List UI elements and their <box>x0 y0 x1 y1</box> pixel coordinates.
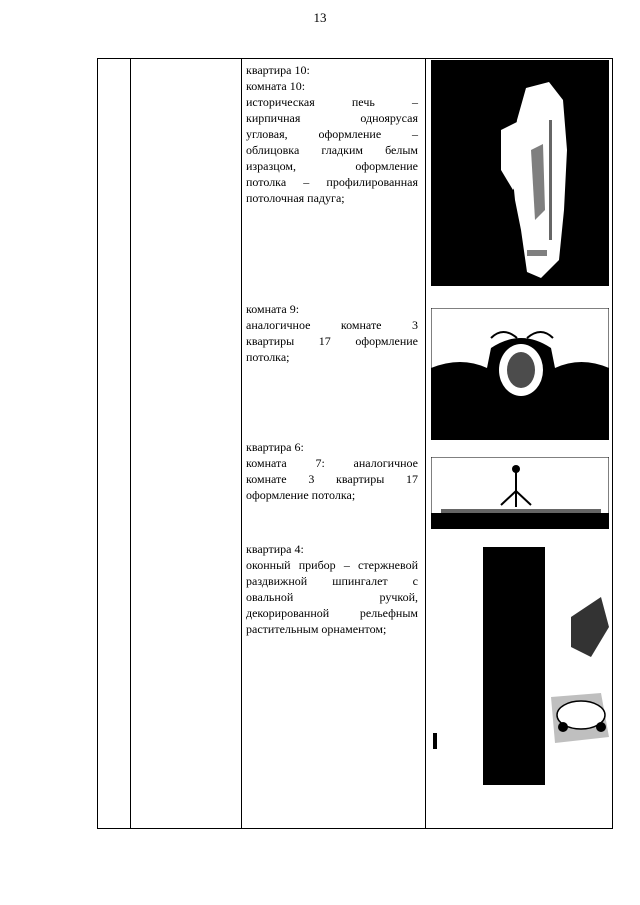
photo-chandelier <box>431 457 609 529</box>
entry-line: оформление потолка; <box>246 488 356 502</box>
entry-line: потолочная падуга; <box>246 191 345 205</box>
entry-line: угловая, оформление – <box>246 127 418 141</box>
entry-line: раздвижной шпингалет с <box>246 574 418 588</box>
page-number: 13 <box>313 10 327 25</box>
entry-line: декорированной рельефным <box>246 606 418 620</box>
entry-line: комната 10: <box>246 79 306 93</box>
column-divider <box>130 59 131 828</box>
entry-apartment-4 <box>246 541 418 637</box>
entry-line: комнате 3 квартиры 17 <box>246 472 418 486</box>
entry-line: потолка; <box>246 350 290 364</box>
entry-line: историческая печь – <box>246 95 418 109</box>
entry-line: комната 7: аналогичное <box>246 456 418 470</box>
entry-room-9 <box>246 301 418 365</box>
entry-line: потолка – профилированная <box>246 175 418 189</box>
entry-line: оконный прибор – стержневой <box>246 558 418 572</box>
column-divider <box>425 59 426 828</box>
photo-window-latch <box>431 547 609 785</box>
photo-ceiling <box>431 308 609 440</box>
description-table <box>97 58 613 829</box>
entry-apartment-6 <box>246 439 418 503</box>
entry-line: изразцом, оформление <box>246 159 418 173</box>
entry-line: комната 9: <box>246 302 300 316</box>
entry-line: квартира 10: <box>246 63 310 77</box>
entry-line: аналогичное комнате 3 <box>246 318 418 332</box>
entry-line: квартира 4: <box>246 542 304 556</box>
entry-line: квартира 6: <box>246 440 304 454</box>
entry-line: кирпичная одноярусая <box>246 111 418 125</box>
column-divider <box>241 59 242 828</box>
entry-apartment-10 <box>246 62 418 206</box>
entry-line: квартиры 17 оформление <box>246 334 418 348</box>
photo-stove <box>431 60 609 286</box>
entry-line: растительным орнаментом; <box>246 622 387 636</box>
entry-line: овальной ручкой, <box>246 590 418 604</box>
entry-line: облицовка гладким белым <box>246 143 418 157</box>
